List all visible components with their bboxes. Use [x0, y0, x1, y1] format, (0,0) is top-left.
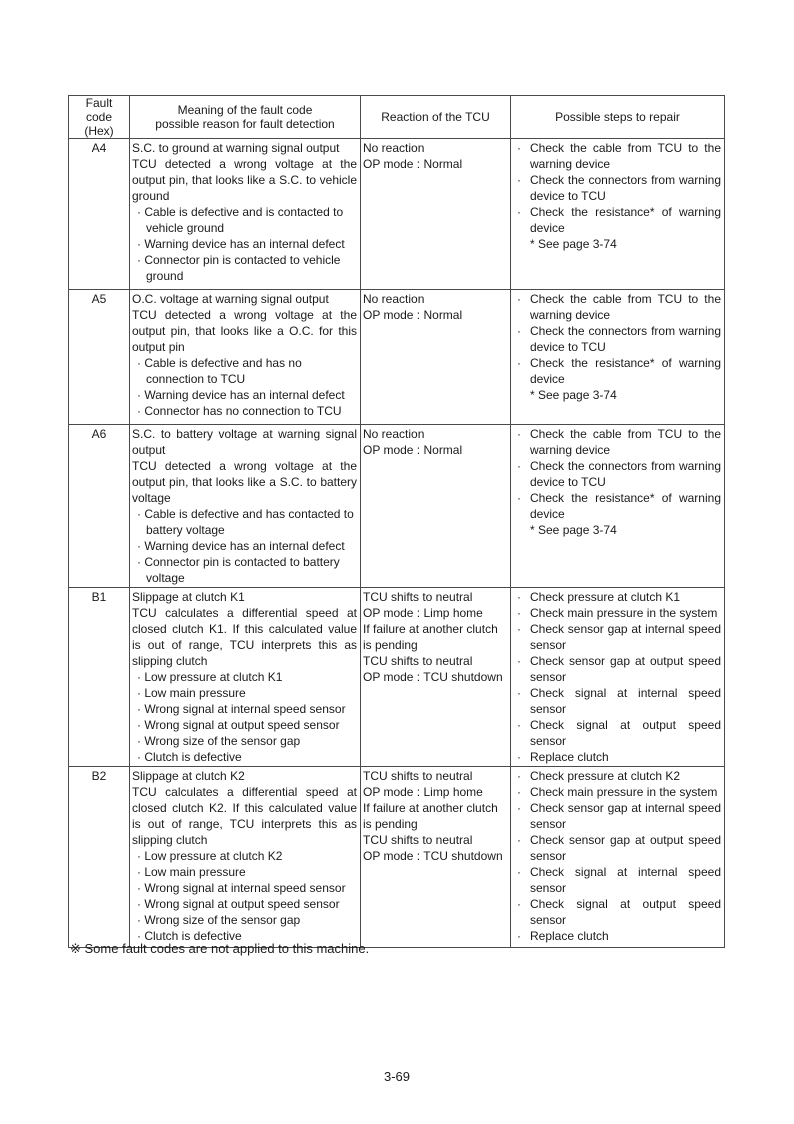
repair-step-text: Check signal at internal speed sensor [530, 686, 721, 716]
fault-meaning-line: S.C. to ground at warning signal output [132, 141, 340, 155]
fault-reason-item: · Cable is defective and has no connection to TCU [137, 356, 302, 386]
repair-step-text: Check the connectors from warning device to TCU [530, 173, 721, 203]
repair-step-text: Check the connectors from warning device to TCU [530, 324, 721, 354]
header-steps: Possible steps to repair [511, 96, 725, 139]
repair-step-text: Check pressure at clutch K1 [530, 590, 681, 604]
repair-steps-cell [511, 767, 725, 948]
repair-step [514, 291, 721, 323]
tcu-reaction-line: is pending [363, 638, 418, 652]
fault-meaning-line: closed clutch K1. If this calculated value [132, 622, 357, 636]
repair-step-text: Replace clutch [530, 929, 609, 943]
tcu-reaction-line: OP mode : TCU shutdown [363, 670, 503, 684]
repair-step-text: Check the cable from TCU to the warning device [530, 141, 721, 171]
bullet-dot-icon: · [517, 356, 521, 370]
fault-meaning-cell [130, 767, 361, 948]
fault-meaning-line: Slippage at clutch K2 [132, 769, 245, 783]
tcu-reaction-line: is pending [363, 817, 418, 831]
repair-step [514, 864, 721, 896]
fault-code-cell: A4 [69, 139, 130, 290]
fault-meaning-line: output pin, that looks like a O.C. for this [132, 324, 357, 338]
repair-step-text: Check signal at output speed sensor [530, 897, 721, 927]
table-row [69, 767, 725, 948]
fault-reason-item: · Cable is defective and is contacted to vehicle ground [137, 205, 344, 235]
bullet-dot-icon: · [517, 173, 521, 187]
bullet-dot-icon: · [517, 590, 521, 604]
fault-reason-item: · Low pressure at clutch K1 [137, 670, 283, 684]
tcu-reaction-line: If failure at another clutch [363, 622, 498, 636]
repair-step-text: Check main pressure in the system [530, 606, 718, 620]
repair-step [514, 784, 721, 800]
repair-note: * See page 3-74 [530, 523, 617, 537]
repair-step [514, 768, 721, 784]
fault-code-cell: A5 [69, 290, 130, 425]
bullet-dot-icon: · [517, 427, 521, 441]
header-fault-code: Fault code (Hex) [69, 96, 130, 139]
repair-step-text: Check the resistance* of warning device [530, 356, 721, 386]
header-meaning: Meaning of the fault code possible reason for fault detection [130, 96, 361, 139]
fault-meaning-cell [130, 425, 361, 588]
bullet-dot-icon: · [517, 491, 521, 505]
bullet-dot-icon: · [517, 622, 521, 636]
tcu-reaction-line: TCU shifts to neutral [363, 833, 473, 847]
fault-reason-item: · Clutch is defective [137, 929, 242, 943]
tcu-reaction-cell [361, 588, 511, 767]
fault-reason-item: · Wrong size of the sensor gap [137, 913, 301, 927]
repair-step [514, 204, 721, 236]
repair-step-text: Check sensor gap at output speed sensor [530, 833, 721, 863]
tcu-reaction-line: OP mode : Limp home [363, 785, 483, 799]
fault-meaning-line: output pin [132, 340, 185, 354]
fault-meaning-line: is out of range, TCU interprets this as [132, 638, 357, 652]
fault-reason-item: · Wrong signal at output speed sensor [137, 718, 340, 732]
bullet-dot-icon: · [517, 205, 521, 219]
fault-reason-item: · Wrong signal at internal speed sensor [137, 702, 346, 716]
fault-reason-item: · Low main pressure [137, 686, 246, 700]
fault-code-table [68, 95, 725, 948]
repair-steps-cell [511, 588, 725, 767]
fault-meaning-line: Slippage at clutch K1 [132, 590, 245, 604]
repair-step [514, 355, 721, 387]
fault-meaning-line: TCU detected a wrong voltage at the [132, 459, 357, 473]
fault-meaning-line: output [132, 443, 166, 457]
bullet-dot-icon: · [517, 833, 521, 847]
fault-reason-item: · Low pressure at clutch K2 [137, 849, 283, 863]
bullet-dot-icon: · [517, 292, 521, 306]
fault-meaning-line: O.C. voltage at warning signal output [132, 292, 329, 306]
tcu-reaction-line: OP mode : Normal [363, 443, 463, 457]
tcu-reaction-line: TCU shifts to neutral [363, 769, 473, 783]
bullet-dot-icon: · [517, 769, 521, 783]
tcu-reaction-line: OP mode : Limp home [363, 606, 483, 620]
repair-step-text: Check sensor gap at output speed sensor [530, 654, 721, 684]
footnote: ※ Some fault codes are not applied to this machine. [70, 941, 370, 956]
fault-meaning-line: is out of range, TCU interprets this as [132, 817, 357, 831]
repair-steps-cell [511, 139, 725, 290]
repair-step [514, 653, 721, 685]
repair-step [514, 426, 721, 458]
tcu-reaction-line: TCU shifts to neutral [363, 654, 473, 668]
tcu-reaction-line: No reaction [363, 292, 425, 306]
tcu-reaction-cell [361, 767, 511, 948]
fault-reason-item: · Wrong signal at internal speed sensor [137, 881, 346, 895]
table-row [69, 588, 725, 767]
bullet-dot-icon: · [517, 785, 521, 799]
fault-meaning-line: closed clutch K2. If this calculated value [132, 801, 357, 815]
repair-step [514, 749, 721, 765]
tcu-reaction-line: OP mode : TCU shutdown [363, 849, 503, 863]
fault-reason-item: · Wrong size of the sensor gap [137, 734, 301, 748]
fault-meaning-line: slipping clutch [132, 833, 208, 847]
fault-reason-item: · Connector pin is contacted to battery voltage [137, 555, 340, 585]
table-row [69, 290, 725, 425]
page-number: 3-69 [383, 1069, 411, 1084]
fault-meaning-line: output pin, that looks like a S.C. to vehicle [132, 173, 357, 187]
tcu-reaction-line: No reaction [363, 427, 425, 441]
fault-reason-item: · Wrong signal at output speed sensor [137, 897, 340, 911]
repair-step-text: Check pressure at clutch K2 [530, 769, 681, 783]
fault-reason-item: · Clutch is defective [137, 750, 242, 764]
bullet-dot-icon: · [517, 750, 521, 764]
fault-code-cell: B2 [69, 767, 130, 948]
repair-steps-cell [511, 290, 725, 425]
bullet-dot-icon: · [517, 865, 521, 879]
fault-meaning-line: ground [132, 189, 170, 203]
table-body [69, 139, 725, 948]
repair-steps-cell [511, 425, 725, 588]
repair-step-text: Check the cable from TCU to the warning device [530, 427, 721, 457]
bullet-dot-icon: · [517, 897, 521, 911]
fault-reason-item: · Warning device has an internal defect [137, 388, 345, 402]
repair-step [514, 458, 721, 490]
repair-step-text: Check the cable from TCU to the warning device [530, 292, 721, 322]
repair-step-text: Check the connectors from warning device to TCU [530, 459, 721, 489]
fault-meaning-line: TCU detected a wrong voltage at the [132, 157, 357, 171]
table-row [69, 139, 725, 290]
table-row [69, 425, 725, 588]
tcu-reaction-line: If failure at another clutch [363, 801, 498, 815]
tcu-reaction-line: OP mode : Normal [363, 308, 463, 322]
fault-reason-item: · Warning device has an internal defect [137, 539, 345, 553]
header-reaction: Reaction of the TCU [361, 96, 511, 139]
bullet-dot-icon: · [517, 801, 521, 815]
repair-step [514, 896, 721, 928]
repair-step [514, 800, 721, 832]
repair-step [514, 172, 721, 204]
fault-reason-item: · Low main pressure [137, 865, 246, 879]
fault-reason-item: · Connector pin is contacted to vehicle ground [137, 253, 341, 283]
tcu-reaction-line: OP mode : Normal [363, 157, 463, 171]
fault-meaning-line: TCU calculates a differential speed at [132, 606, 357, 620]
fault-meaning-line: voltage [132, 491, 171, 505]
repair-step [514, 605, 721, 621]
repair-step-text: Check sensor gap at internal speed sensor [530, 801, 721, 831]
repair-step [514, 589, 721, 605]
tcu-reaction-cell [361, 425, 511, 588]
repair-step [514, 490, 721, 522]
repair-step [514, 717, 721, 749]
repair-step-text: Check main pressure in the system [530, 785, 718, 799]
repair-step-text: Check sensor gap at internal speed sensor [530, 622, 721, 652]
repair-note: * See page 3-74 [530, 237, 617, 251]
bullet-dot-icon: · [517, 718, 521, 732]
repair-step [514, 621, 721, 653]
bullet-dot-icon: · [517, 459, 521, 473]
fault-meaning-line: slipping clutch [132, 654, 208, 668]
fault-meaning-line: TCU calculates a differential speed at [132, 785, 357, 799]
fault-code-cell: B1 [69, 588, 130, 767]
bullet-dot-icon: · [517, 141, 521, 155]
repair-step [514, 140, 721, 172]
fault-meaning-line: S.C. to battery voltage at warning signal [132, 427, 357, 441]
fault-code-cell: A6 [69, 425, 130, 588]
fault-reason-item: · Connector has no connection to TCU [137, 404, 342, 418]
fault-meaning-line: output pin, that looks like a S.C. to battery [132, 475, 357, 489]
tcu-reaction-line: TCU shifts to neutral [363, 590, 473, 604]
repair-step-text: Replace clutch [530, 750, 609, 764]
bullet-dot-icon: · [517, 324, 521, 338]
tcu-reaction-line: No reaction [363, 141, 425, 155]
repair-step [514, 832, 721, 864]
repair-step-text: Check signal at output speed sensor [530, 718, 721, 748]
repair-step-text: Check the resistance* of warning device [530, 491, 721, 521]
fault-meaning-cell [130, 290, 361, 425]
repair-step [514, 928, 721, 944]
repair-step [514, 323, 721, 355]
repair-step-text: Check signal at internal speed sensor [530, 865, 721, 895]
fault-meaning-line: TCU detected a wrong voltage at the [132, 308, 357, 322]
bullet-dot-icon: · [517, 606, 521, 620]
table-header-row [69, 96, 725, 139]
fault-reason-item: · Warning device has an internal defect [137, 237, 345, 251]
fault-reason-item: · Cable is defective and has contacted to battery voltage [137, 507, 354, 537]
bullet-dot-icon: · [517, 929, 521, 943]
repair-note: * See page 3-74 [530, 388, 617, 402]
fault-meaning-cell [130, 588, 361, 767]
repair-step [514, 685, 721, 717]
tcu-reaction-cell [361, 139, 511, 290]
repair-step-text: Check the resistance* of warning device [530, 205, 721, 235]
fault-meaning-cell [130, 139, 361, 290]
bullet-dot-icon: · [517, 654, 521, 668]
tcu-reaction-cell [361, 290, 511, 425]
bullet-dot-icon: · [517, 686, 521, 700]
